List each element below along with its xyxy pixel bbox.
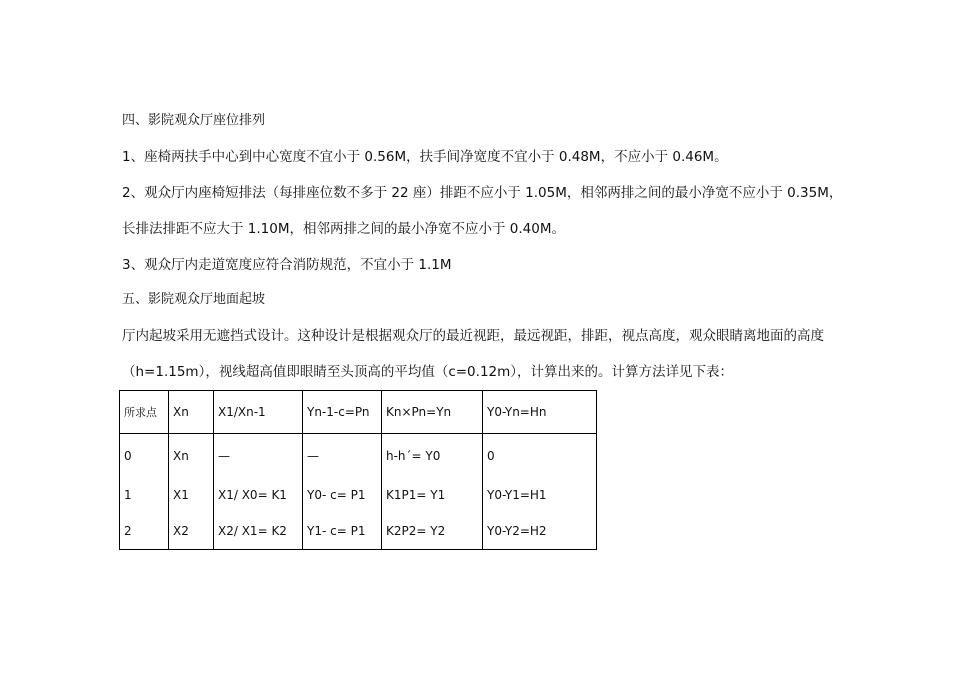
table-cell: h-h´= Y0	[382, 434, 483, 478]
table-header: Kn×Pn=Yn	[382, 391, 483, 434]
table-cell: Y0-Y2=H2	[483, 513, 597, 550]
table-cell: 0	[120, 434, 169, 478]
table-cell: X1/ X0= K1	[214, 477, 303, 513]
floor-paragraph-line-2: （h=1.15m），视线超高值即眼睛至头顶高的平均值（c=0.12m），计算出来的。计算方法详见下表：	[122, 364, 734, 380]
table-row	[120, 513, 597, 550]
heading-seating: 四、影院观众厅座位排列	[122, 113, 266, 128]
table-cell: X1	[169, 477, 214, 513]
table-header: Xn	[169, 391, 214, 434]
seating-item-2: 2、观众厅内座椅短排法（每排座位数不多于 22 座）排距不应小于 1.05M，相邻两排之间的最小净宽不应小于 0.35M，	[122, 185, 843, 201]
table-cell: 0	[483, 434, 597, 478]
table-cell: Xn	[169, 434, 214, 478]
heading-floor: 五、影院观众厅地面起坡	[122, 292, 266, 307]
table-header: Yn-1-c=Pn	[303, 391, 382, 434]
table-row	[120, 434, 597, 478]
table-header: 所求点	[120, 391, 169, 434]
table-cell: K2P2= Y2	[382, 513, 483, 550]
table-cell: —	[303, 434, 382, 478]
table-header: X1/Xn-1	[214, 391, 303, 434]
table-cell: Y1- c= P1	[303, 513, 382, 550]
floor-paragraph-line-1: 厅内起坡采用无遮挡式设计。这种设计是根据观众厅的最近视距，最远视距，排距，视点高度，观众眼睛离地面的高度	[122, 328, 824, 344]
table-cell: 2	[120, 513, 169, 550]
calculation-table	[119, 390, 597, 550]
table-cell: Y0- c= P1	[303, 477, 382, 513]
seating-item-1: 1、座椅两扶手中心到中心宽度不宜小于 0.56M，扶手间净宽度不宜小于 0.48M，不应小于 0.46M。	[122, 149, 728, 165]
seating-item-2-continued: 长排法排距不应大于 1.10M，相邻两排之间的最小净宽不应小于 0.40M。	[122, 221, 565, 237]
table-cell: X2	[169, 513, 214, 550]
table-cell: —	[214, 434, 303, 478]
table-header: Y0-Yn=Hn	[483, 391, 597, 434]
table-cell: 1	[120, 477, 169, 513]
table-cell: Y0-Y1=H1	[483, 477, 597, 513]
table-cell: K1P1= Y1	[382, 477, 483, 513]
table-row	[120, 477, 597, 513]
table-cell: X2/ X1= K2	[214, 513, 303, 550]
table-header-row	[120, 391, 597, 434]
seating-item-3: 3、观众厅内走道宽度应符合消防规范，不宜小于 1.1M	[122, 257, 452, 273]
